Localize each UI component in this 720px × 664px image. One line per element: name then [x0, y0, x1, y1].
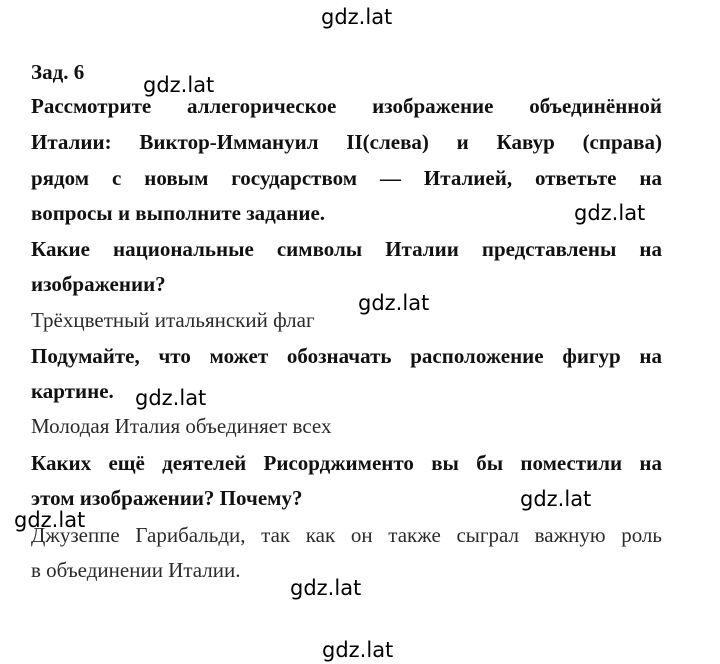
intro-line-4: вопросы и выполните задание.	[31, 201, 326, 225]
watermark-top: gdz.lat	[321, 5, 393, 29]
task-number: Зад. 6	[31, 60, 85, 84]
question-2-line-1: Подумайте, что может обозначать расположение фигур на	[31, 344, 662, 368]
watermark-3: gdz.lat	[358, 291, 430, 315]
watermark-4: gdz.lat	[135, 386, 207, 410]
intro-line-1: Рассмотрите аллегорическое изображение объединённой	[31, 94, 662, 118]
watermark-bottom: gdz.lat	[322, 638, 394, 662]
answer-2: Молодая Италия объединяет всех	[31, 414, 332, 438]
watermark-6: gdz.lat	[14, 508, 86, 532]
watermark-2: gdz.lat	[574, 201, 646, 225]
watermark-5: gdz.lat	[520, 487, 592, 511]
answer-3-line-1: Джузеппе Гарибальди, так как он также сыграл важную роль	[31, 523, 662, 547]
question-1-line-2: изображении?	[31, 272, 166, 296]
intro-line-2: Италии: Виктор-Иммануил II(слева) и Кавур (справа)	[31, 130, 662, 154]
watermark-1: gdz.lat	[143, 73, 215, 97]
answer-3-line-2: в объединении Италии.	[31, 558, 241, 582]
answer-1: Трёхцветный итальянский флаг	[31, 308, 315, 332]
question-3-line-2: этом изображении? Почему?	[31, 486, 303, 510]
watermark-7: gdz.lat	[290, 576, 362, 600]
intro-line-3: рядом с новым государством — Италией, ответьте на	[31, 166, 662, 190]
question-3-line-1: Каких ещё деятелей Рисорджименто вы бы поместили на	[31, 451, 662, 475]
question-2-line-2: картине.	[31, 379, 114, 403]
question-1-line-1: Какие национальные символы Италии представлены на	[31, 237, 662, 261]
